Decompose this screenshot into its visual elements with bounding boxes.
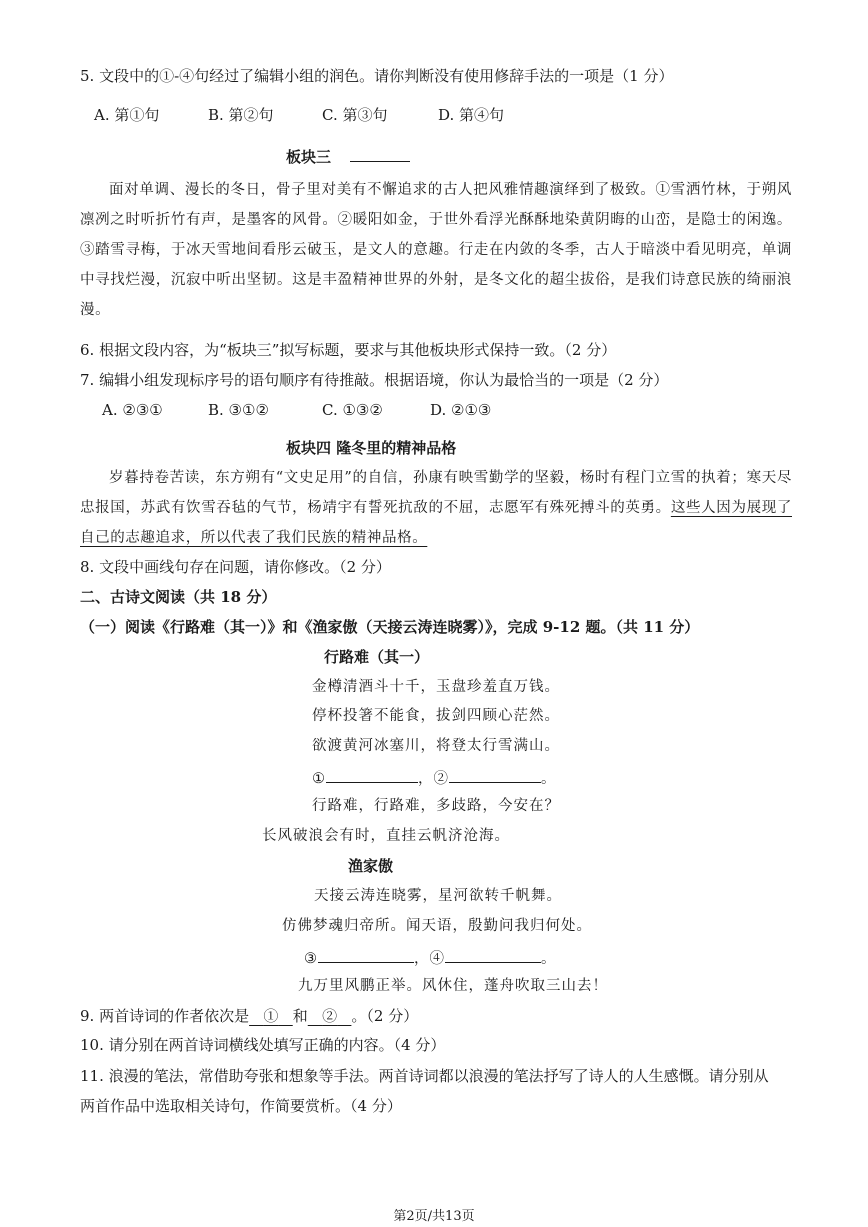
blank-marker-4: ④	[429, 951, 445, 967]
q5-option-b: B. 第②句	[208, 106, 274, 124]
q9-blank-2	[308, 1007, 352, 1025]
poem1-line-6: 长风破浪会有时，直挂云帆济沧海。	[262, 828, 510, 844]
question-6: 6. 根据文段内容，为“板块三”拟写标题，要求与其他板块形式保持一致。（2 分）	[80, 341, 617, 359]
q9-blank-1-marker: ①	[263, 1007, 279, 1025]
section-2-heading: 二、古诗文阅读（共 18 分）	[80, 588, 277, 606]
q9-blank-2-marker: ②	[322, 1007, 338, 1025]
q9-prefix: 9. 两首诗词的作者依次是	[80, 1007, 250, 1025]
block4-underlined-sentence: 这些人因为展现了自己的志趣追求，所以代表了我们民族的精神品格。	[80, 500, 792, 546]
blank-marker-3: ③	[304, 951, 318, 967]
poem2-line-1: 天接云涛连晓雾，星河欲转千帆舞。	[314, 888, 562, 904]
block4-heading: 板块四 隆冬里的精神品格	[286, 439, 457, 457]
section-2-subheading: （一）阅读《行路难（其一）》和《渔家傲（天接云涛连晓雾）》，完成 9-12 题。（共 11 分）	[80, 618, 700, 636]
blank-marker-1: ①	[312, 771, 326, 787]
poem2-line-2: 仿佛梦魂归帝所。闻天语，殷勤问我归何处。	[282, 918, 592, 934]
blank-end: 。	[541, 951, 557, 967]
block4-paragraph	[80, 463, 792, 553]
q5-option-c: C. 第③句	[322, 106, 388, 124]
q5-option-d: D. 第④句	[438, 106, 505, 124]
fill-blank-4[interactable]	[445, 946, 541, 963]
question-7: 7. 编辑小组发现标序号的语句顺序有待推敲。根据语境，你认为最恰当的一项是（2 分）	[80, 371, 669, 389]
q7-option-a: A. ②③①	[102, 401, 163, 419]
blank-separator: ，	[418, 771, 434, 787]
question-11-line-2: 两首作品中选取相关诗句，作简要赏析。（4 分）	[80, 1097, 402, 1115]
q9-blank-1	[249, 1007, 293, 1025]
question-9	[80, 1006, 418, 1026]
fill-blank-1[interactable]	[326, 766, 418, 783]
blank-marker-2: ②	[433, 771, 449, 787]
poem2-title: 渔家傲	[348, 857, 394, 875]
poem1-title: 行路难（其一）	[324, 648, 430, 666]
blank-separator: ，	[414, 951, 430, 967]
block3-paragraph: 面对单调、漫长的冬日，骨子里对美有不懈追求的古人把风雅情趣演绎到了极致。①雪洒竹林，于朔风凛冽之时听折竹有声，是墨客的风骨。②暖阳如金，于世外看浮光酥酥地染黄阴晦的山峦，是隐士的闲逸。③踏雪寻梅，于冰天雪地间看彤云破玉，是文人的意趣。行走在内敛的冬季，古人于暗淡中看见明亮，单调中寻找烂漫，沉寂中听出坚韧。这是丰盈精神世界的外射，是冬文化的超尘拔俗，是我们诗意民族的绮丽浪漫。	[80, 182, 792, 318]
block3-heading: 板块三	[286, 145, 410, 167]
q9-suffix: 。（2 分）	[351, 1007, 419, 1025]
q7-option-d: D. ②①③	[430, 401, 492, 419]
fill-blank-3[interactable]	[318, 946, 414, 963]
block4-text: 岁暮持卷苦读，东方朔有“文史足用”的自信，孙康有映雪勤学的坚毅，杨时有程门立雪的执着；寒天尽忠报国，苏武有饮雪吞毡的气节，杨靖宇有誓死抗敌的不屈，志愿军有殊死搏斗的英勇。	[80, 470, 792, 516]
question-11-line-1: 11. 浪漫的笔法，常借助夸张和想象等手法。两首诗词都以浪漫的笔法抒写了诗人的人生感慨。请分别从	[80, 1067, 769, 1085]
q9-mid: 和	[292, 1007, 308, 1025]
fill-blank-2[interactable]	[449, 766, 541, 783]
page-footer: 第2页/共13页	[393, 1209, 475, 1224]
blank-end: 。	[541, 771, 557, 787]
poem1-blank-line	[312, 766, 557, 789]
q7-option-b: B. ③①②	[208, 401, 269, 419]
question-5: 5. 文段中的①-④句经过了编辑小组的润色。请你判断没有使用修辞手法的一项是（1 分）	[80, 67, 674, 85]
poem2-blank-line	[304, 946, 557, 969]
poem1-line-2: 停杯投箸不能食，拔剑四顾心茫然。	[312, 708, 560, 724]
poem1-line-5: 行路难，行路难，多歧路，今安在？	[312, 798, 560, 814]
poem1-line-3: 欲渡黄河冰塞川，将登太行雪满山。	[312, 738, 560, 754]
q7-option-c: C. ①③②	[322, 401, 383, 419]
question-8: 8. 文段中画线句存在问题，请你修改。（2 分）	[80, 558, 391, 576]
poem1-line-1: 金樽清酒斗十千，玉盘珍羞直万钱。	[312, 679, 560, 695]
q5-option-a: A. 第①句	[94, 106, 160, 124]
poem2-line-4: 九万里风鹏正举。风休住，蓬舟吹取三山去！	[298, 978, 608, 994]
block3-title-blank	[350, 145, 410, 162]
question-10: 10. 请分别在两首诗词横线处填写正确的内容。（4 分）	[80, 1036, 446, 1054]
